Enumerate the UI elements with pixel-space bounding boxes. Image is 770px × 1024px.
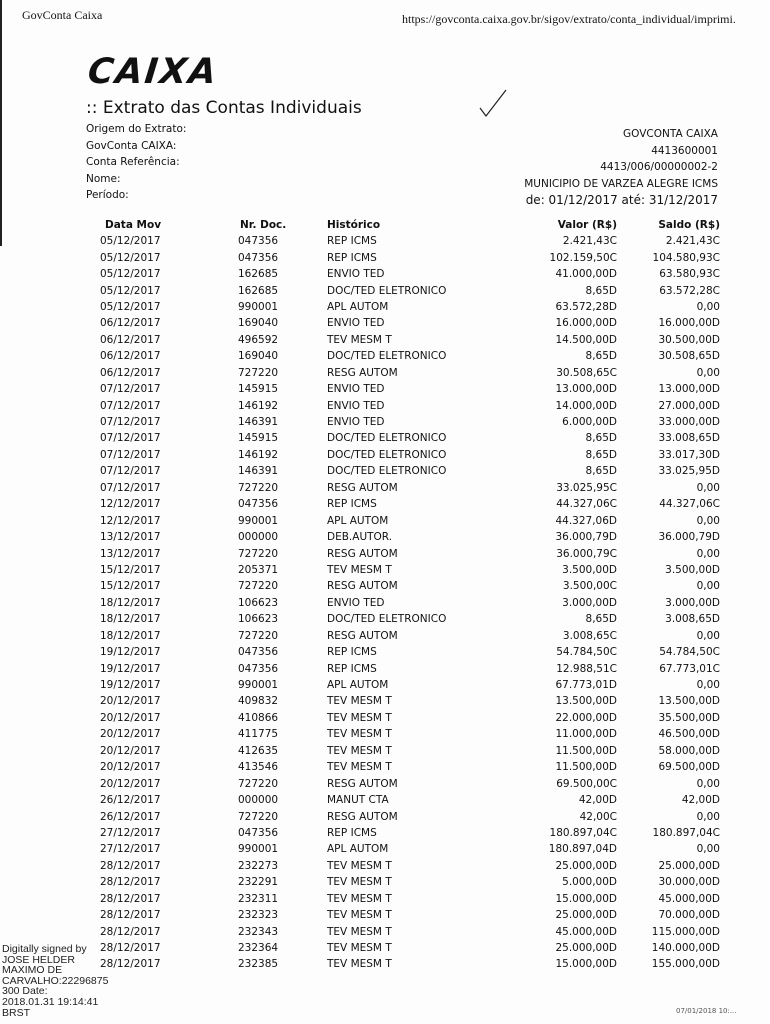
table-row (88, 907, 720, 923)
cell-saldo: 13.500,00D (658, 695, 720, 708)
cell-nr-doc: 413546 (238, 761, 279, 774)
app-name: GovConta Caixa (22, 8, 103, 22)
cell-historico: RESG AUTOM (327, 810, 398, 823)
cell-saldo: 25.000,00D (658, 859, 720, 872)
cell-valor: 25.000,00D (555, 942, 617, 955)
cell-nr-doc: 990001 (238, 300, 279, 313)
cell-historico: TEV MESM T (327, 876, 392, 889)
cell-saldo: 33.008,65D (658, 432, 720, 445)
cell-nr-doc: 727220 (238, 777, 279, 790)
cell-nr-doc: 000000 (238, 794, 279, 807)
cell-historico: MANUT CTA (327, 794, 389, 807)
cell-nr-doc: 727220 (238, 481, 279, 494)
cell-historico: TEV MESM T (327, 942, 392, 955)
cell-nr-doc: 232273 (238, 859, 279, 872)
col-historico: Histórico (327, 219, 381, 231)
value-periodo: de: 01/12/2017 até: 31/12/2017 (525, 193, 718, 207)
cell-saldo: 2.421,43C (665, 235, 720, 248)
cell-data-mov: 20/12/2017 (100, 777, 161, 790)
label-periodo: Período: (86, 189, 129, 201)
cell-nr-doc: 205371 (238, 563, 279, 576)
cell-valor: 25.000,00D (555, 859, 617, 872)
table-row (88, 825, 720, 841)
cell-valor: 8,65D (585, 613, 617, 626)
cell-nr-doc: 047356 (238, 662, 279, 675)
cell-data-mov: 07/12/2017 (100, 448, 161, 461)
cell-saldo: 58.000,00D (658, 744, 720, 757)
cell-historico: ENVIO TED (327, 596, 385, 609)
cell-historico: DOC/TED ELETRONICO (327, 613, 447, 626)
table-row (88, 233, 720, 249)
cell-historico: APL AUTOM (327, 679, 389, 692)
cell-valor: 33.025,95C (556, 481, 617, 494)
transactions-body (88, 233, 720, 973)
cell-saldo: 30.000,00D (658, 876, 720, 889)
cell-saldo: 0,00 (696, 629, 720, 642)
table-row (88, 381, 720, 397)
cell-data-mov: 07/12/2017 (100, 383, 161, 396)
cell-data-mov: 28/12/2017 (100, 942, 161, 955)
cell-historico: RESG AUTOM (327, 366, 398, 379)
cell-valor: 180.897,04D (548, 843, 617, 856)
cell-nr-doc: 000000 (238, 531, 279, 544)
cell-saldo: 104.580,93C (652, 251, 720, 264)
cell-historico: APL AUTOM (327, 300, 389, 313)
cell-historico: TEV MESM T (327, 958, 392, 971)
cell-historico: ENVIO TED (327, 317, 385, 330)
table-row (88, 332, 720, 348)
cell-saldo: 42,00D (681, 794, 720, 807)
cell-historico: RESG AUTOM (327, 580, 398, 593)
cell-data-mov: 19/12/2017 (100, 662, 161, 675)
cell-data-mov: 05/12/2017 (100, 251, 161, 264)
footer-print-date: 07/01/2018 10:... (676, 1007, 737, 1015)
cell-historico: DOC/TED ELETRONICO (327, 284, 447, 297)
cell-valor: 25.000,00D (555, 909, 617, 922)
cell-data-mov: 05/12/2017 (100, 284, 161, 297)
cell-valor: 2.421,43C (562, 235, 617, 248)
cell-historico: ENVIO TED (327, 416, 385, 429)
cell-data-mov: 07/12/2017 (100, 432, 161, 445)
table-row (88, 397, 720, 413)
cell-valor: 3.008,65C (562, 629, 617, 642)
cell-valor: 22.000,00D (555, 711, 617, 724)
cell-historico: TEV MESM T (327, 333, 392, 346)
cell-valor: 12.988,51C (556, 662, 617, 675)
cell-saldo: 13.000,00D (658, 383, 720, 396)
cell-data-mov: 06/12/2017 (100, 366, 161, 379)
page-title: :: Extrato das Contas Individuais (86, 98, 362, 118)
cell-historico: TEV MESM T (327, 761, 392, 774)
cell-nr-doc: 727220 (238, 366, 279, 379)
cell-valor: 13.000,00D (555, 383, 617, 396)
table-row (88, 628, 720, 644)
digital-signature: Digitally signed by JOSE HELDER MAXIMO DE CARVALHO:22296875 300 Date: 2018.01.31 19:14:41 BRST (2, 943, 109, 1019)
table-row (88, 595, 720, 611)
cell-data-mov: 12/12/2017 (100, 498, 161, 511)
cell-data-mov: 20/12/2017 (100, 744, 161, 757)
table-row (88, 956, 720, 972)
cell-historico: ENVIO TED (327, 383, 385, 396)
cell-valor: 102.159,50C (549, 251, 617, 264)
cell-data-mov: 20/12/2017 (100, 695, 161, 708)
page-url[interactable]: https://govconta.caixa.gov.br/sigov/extrato/conta_individual/imprimi. (402, 12, 736, 26)
cell-valor: 36.000,79C (556, 547, 617, 560)
cell-nr-doc: 047356 (238, 826, 279, 839)
table-header-row (88, 217, 720, 233)
cell-data-mov: 27/12/2017 (100, 843, 161, 856)
cell-saldo: 0,00 (696, 580, 720, 593)
cell-data-mov: 18/12/2017 (100, 596, 161, 609)
cell-saldo: 30.508,65D (658, 350, 720, 363)
cell-nr-doc: 162685 (238, 284, 279, 297)
cell-data-mov: 26/12/2017 (100, 810, 161, 823)
cell-historico: DOC/TED ELETRONICO (327, 448, 447, 461)
table-row (88, 365, 720, 381)
cell-valor: 8,65D (585, 284, 617, 297)
caixa-logo: CAIXA (85, 52, 220, 92)
value-govconta: 4413600001 (651, 144, 718, 157)
cell-saldo: 67.773,01C (659, 662, 720, 675)
cell-saldo: 0,00 (696, 843, 720, 856)
cell-saldo: 70.000,00D (658, 909, 720, 922)
cell-historico: RESG AUTOM (327, 629, 398, 642)
cell-historico: REP ICMS (327, 235, 377, 248)
cell-data-mov: 15/12/2017 (100, 580, 161, 593)
table-row (88, 611, 720, 627)
cell-valor: 8,65D (585, 432, 617, 445)
cell-nr-doc: 727220 (238, 810, 279, 823)
value-conta-referencia: 4413/006/00000002-2 (600, 161, 718, 173)
table-row (88, 512, 720, 528)
label-conta-referencia: Conta Referência: (86, 156, 180, 168)
table-row (88, 874, 720, 890)
value-nome: MUNICIPIO DE VARZEA ALEGRE ICMS (524, 177, 718, 190)
table-row (88, 808, 720, 824)
cell-historico: APL AUTOM (327, 514, 389, 527)
cell-historico: RESG AUTOM (327, 547, 398, 560)
cell-saldo: 54.784,50C (659, 646, 720, 659)
cell-saldo: 63.580,93C (659, 268, 720, 281)
cell-data-mov: 06/12/2017 (100, 317, 161, 330)
cell-historico: TEV MESM T (327, 744, 392, 757)
cell-data-mov: 07/12/2017 (100, 399, 161, 412)
cell-saldo: 0,00 (696, 679, 720, 692)
cell-saldo: 0,00 (696, 777, 720, 790)
cell-data-mov: 07/12/2017 (100, 465, 161, 478)
page-edge-line (0, 0, 2, 246)
cell-saldo: 16.000,00D (658, 317, 720, 330)
table-row (88, 414, 720, 430)
cell-data-mov: 19/12/2017 (100, 646, 161, 659)
statement-meta-values (524, 126, 718, 209)
cell-nr-doc: 232311 (238, 892, 279, 905)
statement-meta-labels (86, 121, 186, 204)
cell-historico: RESG AUTOM (327, 777, 398, 790)
cell-valor: 11.000,00D (555, 728, 617, 741)
cell-nr-doc: 727220 (238, 629, 279, 642)
cell-valor: 54.784,50C (556, 646, 617, 659)
cell-nr-doc: 990001 (238, 843, 279, 856)
table-row (88, 775, 720, 791)
cell-saldo: 155.000,00D (651, 958, 720, 971)
cell-data-mov: 28/12/2017 (100, 859, 161, 872)
cell-valor: 5.000,00D (562, 876, 617, 889)
cell-historico: DOC/TED ELETRONICO (327, 350, 447, 363)
cell-saldo: 33.017,30D (658, 448, 720, 461)
cell-nr-doc: 146192 (238, 399, 279, 412)
cell-valor: 63.572,28D (555, 300, 617, 313)
cell-data-mov: 18/12/2017 (100, 613, 161, 626)
cell-nr-doc: 232385 (238, 958, 279, 971)
transactions-table (88, 217, 720, 973)
cell-saldo: 0,00 (696, 810, 720, 823)
cell-valor: 45.000,00D (555, 925, 617, 938)
col-data-mov: Data Mov (105, 219, 162, 231)
cell-nr-doc: 727220 (238, 580, 279, 593)
cell-saldo: 44.327,06C (659, 498, 720, 511)
table-row (88, 759, 720, 775)
cell-historico: DOC/TED ELETRONICO (327, 432, 447, 445)
cell-valor: 36.000,79D (555, 531, 617, 544)
cell-valor: 44.327,06D (555, 514, 617, 527)
cell-historico: RESG AUTOM (327, 481, 398, 494)
cell-historico: TEV MESM T (327, 563, 392, 576)
col-valor: Valor (R$) (557, 219, 617, 231)
table-row (88, 841, 720, 857)
cell-valor: 44.327,06C (556, 498, 617, 511)
cell-data-mov: 20/12/2017 (100, 761, 161, 774)
cell-saldo: 69.500,00D (658, 761, 720, 774)
cell-historico: TEV MESM T (327, 695, 392, 708)
cell-historico: DEB.AUTOR. (327, 531, 393, 544)
cell-nr-doc: 145915 (238, 383, 279, 396)
cell-valor: 16.000,00D (555, 317, 617, 330)
cell-saldo: 3.008,65D (665, 613, 720, 626)
table-row (88, 858, 720, 874)
cell-valor: 41.000,00D (555, 268, 617, 281)
table-row (88, 792, 720, 808)
table-row (88, 447, 720, 463)
cell-nr-doc: 162685 (238, 268, 279, 281)
table-row (88, 578, 720, 594)
cell-valor: 11.500,00D (555, 744, 617, 757)
cell-historico: REP ICMS (327, 826, 377, 839)
cell-data-mov: 19/12/2017 (100, 679, 161, 692)
cell-valor: 14.500,00D (555, 333, 617, 346)
cell-saldo: 3.000,00D (665, 596, 720, 609)
cell-nr-doc: 410866 (238, 711, 279, 724)
cell-nr-doc: 232291 (238, 876, 279, 889)
cell-valor: 42,00C (579, 810, 617, 823)
table-row (88, 923, 720, 939)
cell-data-mov: 27/12/2017 (100, 826, 161, 839)
cell-historico: TEV MESM T (327, 925, 392, 938)
table-row (88, 299, 720, 315)
cell-valor: 67.773,01D (555, 679, 617, 692)
cell-saldo: 140.000,00D (651, 942, 720, 955)
cell-historico: TEV MESM T (327, 892, 392, 905)
table-row (88, 430, 720, 446)
cell-data-mov: 28/12/2017 (100, 925, 161, 938)
cell-nr-doc: 106623 (238, 596, 279, 609)
cell-data-mov: 26/12/2017 (100, 794, 161, 807)
cell-saldo: 35.500,00D (658, 711, 720, 724)
cell-nr-doc: 047356 (238, 251, 279, 264)
cell-saldo: 3.500,00D (665, 563, 720, 576)
table-row (88, 529, 720, 545)
table-row (88, 891, 720, 907)
table-row (88, 282, 720, 298)
cell-nr-doc: 047356 (238, 235, 279, 248)
cell-valor: 180.897,04C (549, 826, 617, 839)
cell-valor: 15.000,00D (555, 958, 617, 971)
cell-nr-doc: 409832 (238, 695, 279, 708)
label-origem: Origem do Extrato: (86, 123, 187, 135)
cell-nr-doc: 496592 (238, 333, 279, 346)
cell-data-mov: 13/12/2017 (100, 547, 161, 560)
cell-valor: 69.500,00C (556, 777, 617, 790)
cell-valor: 11.500,00D (555, 761, 617, 774)
cell-data-mov: 05/12/2017 (100, 300, 161, 313)
cell-historico: REP ICMS (327, 251, 377, 264)
cell-saldo: 30.500,00D (658, 333, 720, 346)
table-row (88, 726, 720, 742)
pen-check-mark (478, 88, 508, 120)
cell-valor: 3.500,00C (562, 580, 617, 593)
cell-valor: 30.508,65C (556, 366, 617, 379)
table-row (88, 315, 720, 331)
cell-historico: TEV MESM T (327, 728, 392, 741)
col-nr-doc: Nr. Doc. (240, 219, 287, 231)
cell-data-mov: 28/12/2017 (100, 876, 161, 889)
cell-data-mov: 15/12/2017 (100, 563, 161, 576)
cell-nr-doc: 412635 (238, 744, 279, 757)
cell-nr-doc: 145915 (238, 432, 279, 445)
table-row (88, 266, 720, 282)
cell-saldo: 0,00 (696, 366, 720, 379)
cell-historico: ENVIO TED (327, 399, 385, 412)
table-row (88, 249, 720, 265)
cell-nr-doc: 047356 (238, 646, 279, 659)
table-row (88, 660, 720, 676)
table-row (88, 743, 720, 759)
cell-valor: 8,65D (585, 448, 617, 461)
cell-saldo: 45.000,00D (658, 892, 720, 905)
cell-valor: 14.000,00D (555, 399, 617, 412)
cell-nr-doc: 990001 (238, 679, 279, 692)
cell-valor: 42,00D (578, 794, 617, 807)
cell-saldo: 33.000,00D (658, 416, 720, 429)
cell-data-mov: 20/12/2017 (100, 711, 161, 724)
cell-nr-doc: 232323 (238, 909, 279, 922)
col-saldo: Saldo (R$) (658, 219, 720, 231)
cell-historico: REP ICMS (327, 662, 377, 675)
cell-valor: 3.500,00D (562, 563, 617, 576)
cell-historico: REP ICMS (327, 498, 377, 511)
cell-data-mov: 06/12/2017 (100, 350, 161, 363)
cell-historico: REP ICMS (327, 646, 377, 659)
cell-nr-doc: 169040 (238, 317, 279, 330)
table-row (88, 693, 720, 709)
cell-nr-doc: 169040 (238, 350, 279, 363)
cell-data-mov: 28/12/2017 (100, 909, 161, 922)
cell-data-mov: 28/12/2017 (100, 892, 161, 905)
table-row (88, 562, 720, 578)
cell-data-mov: 13/12/2017 (100, 531, 161, 544)
cell-saldo: 115.000,00D (651, 925, 720, 938)
cell-saldo: 180.897,04C (652, 826, 720, 839)
cell-historico: TEV MESM T (327, 711, 392, 724)
cell-historico: TEV MESM T (327, 859, 392, 872)
cell-data-mov: 12/12/2017 (100, 514, 161, 527)
label-nome: Nome: (86, 172, 121, 185)
cell-data-mov: 05/12/2017 (100, 268, 161, 281)
table-row (88, 463, 720, 479)
table-row (88, 677, 720, 693)
cell-nr-doc: 047356 (238, 498, 279, 511)
cell-nr-doc: 727220 (238, 547, 279, 560)
table-row (88, 545, 720, 561)
cell-data-mov: 07/12/2017 (100, 416, 161, 429)
cell-data-mov: 20/12/2017 (100, 728, 161, 741)
cell-data-mov: 07/12/2017 (100, 481, 161, 494)
cell-saldo: 0,00 (696, 514, 720, 527)
cell-valor: 8,65D (585, 350, 617, 363)
cell-valor: 8,65D (585, 465, 617, 478)
cell-nr-doc: 146391 (238, 416, 279, 429)
cell-saldo: 0,00 (696, 547, 720, 560)
cell-saldo: 0,00 (696, 481, 720, 494)
cell-nr-doc: 146192 (238, 448, 279, 461)
table-row (88, 348, 720, 364)
cell-data-mov: 06/12/2017 (100, 333, 161, 346)
cell-nr-doc: 990001 (238, 514, 279, 527)
cell-saldo: 36.000,79D (658, 531, 720, 544)
table-row (88, 710, 720, 726)
cell-saldo: 0,00 (696, 300, 720, 313)
table-row (88, 496, 720, 512)
cell-valor: 13.500,00D (555, 695, 617, 708)
cell-nr-doc: 232343 (238, 925, 279, 938)
cell-nr-doc: 106623 (238, 613, 279, 626)
cell-saldo: 27.000,00D (658, 399, 720, 412)
cell-data-mov: 05/12/2017 (100, 235, 161, 248)
cell-historico: DOC/TED ELETRONICO (327, 465, 447, 478)
label-govconta: GovConta CAIXA: (86, 139, 177, 152)
cell-valor: 6.000,00D (562, 416, 617, 429)
cell-saldo: 46.500,00D (658, 728, 720, 741)
cell-valor: 15.000,00D (555, 892, 617, 905)
cell-saldo: 33.025,95D (658, 465, 720, 478)
cell-historico: TEV MESM T (327, 909, 392, 922)
table-row (88, 480, 720, 496)
cell-nr-doc: 146391 (238, 465, 279, 478)
cell-nr-doc: 411775 (238, 728, 279, 741)
cell-valor: 3.000,00D (562, 596, 617, 609)
cell-saldo: 63.572,28C (659, 284, 720, 297)
cell-data-mov: 28/12/2017 (100, 958, 161, 971)
cell-data-mov: 18/12/2017 (100, 629, 161, 642)
cell-historico: APL AUTOM (327, 843, 389, 856)
cell-nr-doc: 232364 (238, 942, 279, 955)
value-origem: GOVCONTA CAIXA (623, 128, 718, 140)
table-row (88, 940, 720, 956)
table-row (88, 644, 720, 660)
cell-historico: ENVIO TED (327, 268, 385, 281)
